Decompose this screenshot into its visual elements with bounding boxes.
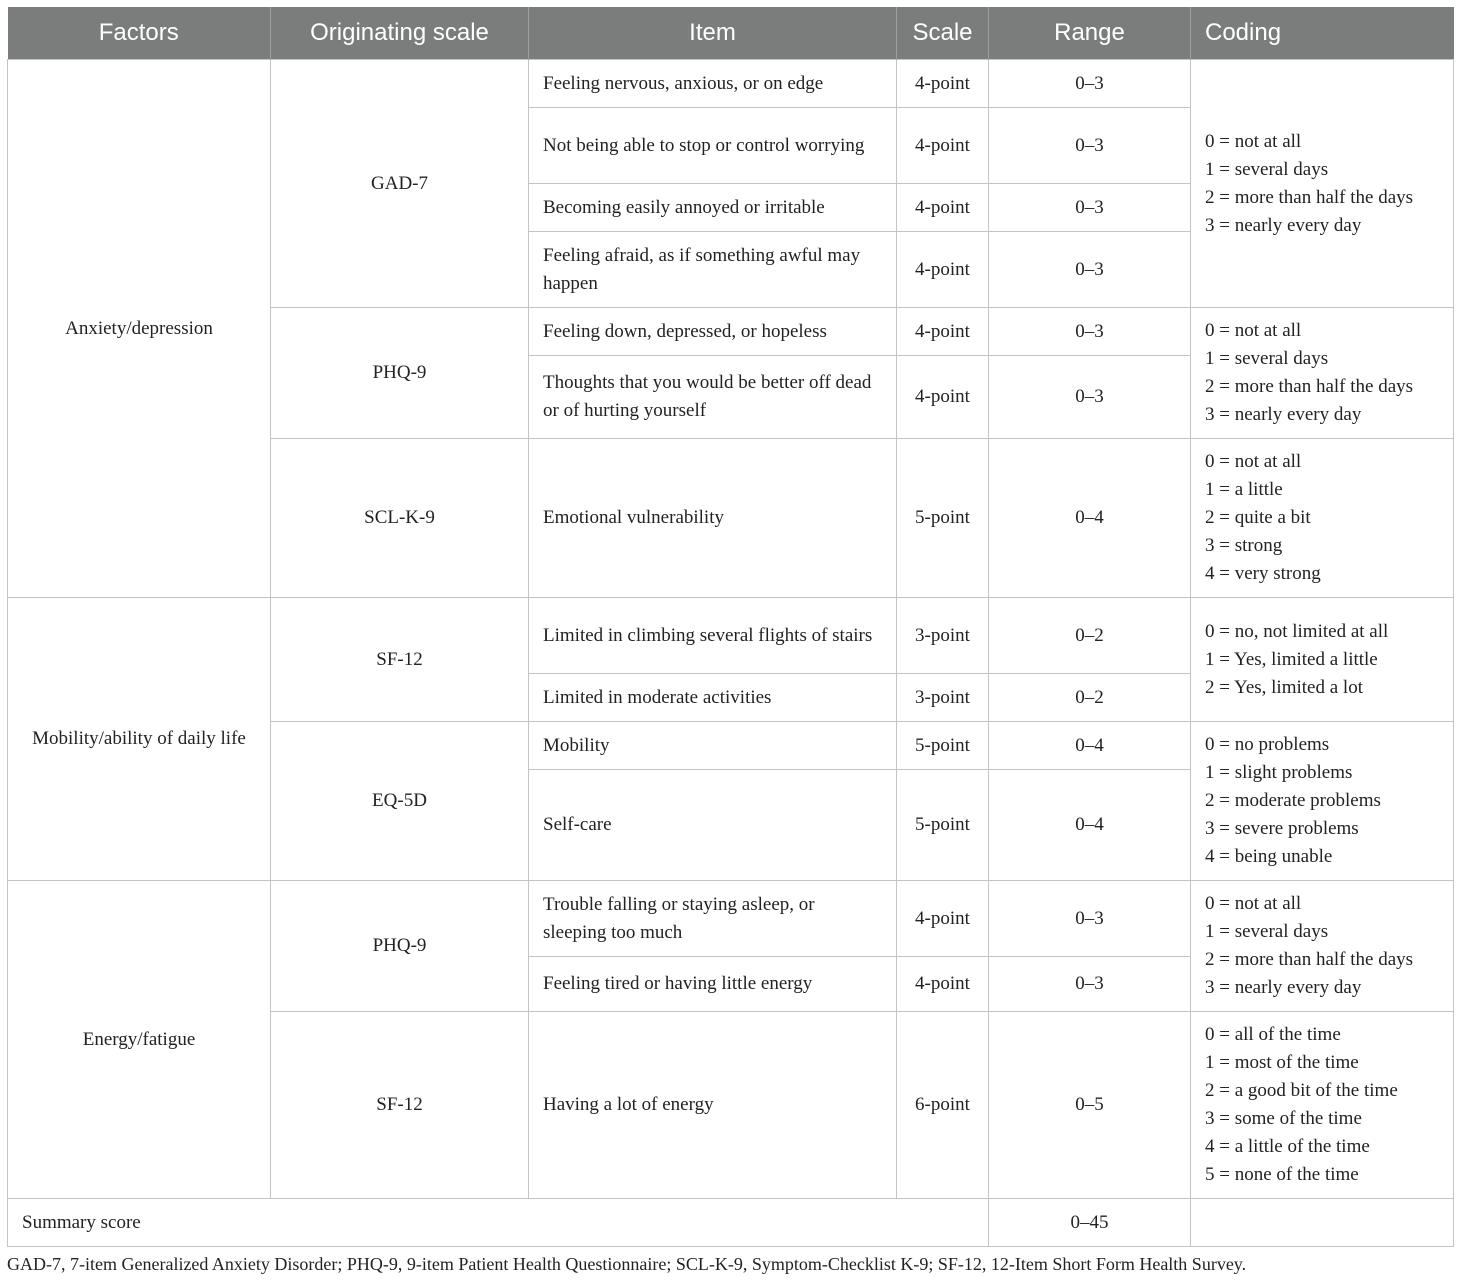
table-footnote: GAD-7, 7-item Generalized Anxiety Disorder; PHQ-9, 9-item Patient Health Questionnaire; SCL-K-9, Symptom-Checklist K-9; SF-12, 12-Item Short Form Health Survey. xyxy=(7,1254,1247,1274)
scale-cell: 4-point xyxy=(897,184,989,232)
item-cell: Not being able to stop or control worrying xyxy=(529,108,897,184)
range-cell: 0–3 xyxy=(989,232,1191,308)
summary-label: Summary score xyxy=(8,1199,989,1247)
coding-cell xyxy=(1191,439,1454,598)
range-cell: 0–3 xyxy=(989,356,1191,439)
table-row xyxy=(8,881,1454,957)
item-cell: Self-care xyxy=(529,770,897,881)
coding-line: 3 = strong xyxy=(1205,535,1283,556)
range-cell: 0–3 xyxy=(989,957,1191,1012)
originating-scale-cell: PHQ-9 xyxy=(271,308,529,439)
coding-line: 3 = nearly every day xyxy=(1205,404,1362,425)
coding-line: 2 = a good bit of the time xyxy=(1205,1080,1398,1101)
header-scale: Scale xyxy=(897,7,989,60)
coding-line: 0 = not at all xyxy=(1205,320,1302,341)
coding-line: 1 = several days xyxy=(1205,921,1329,942)
scale-cell: 4-point xyxy=(897,881,989,957)
coding-line: 3 = severe problems xyxy=(1205,818,1359,839)
scale-cell: 4-point xyxy=(897,308,989,356)
coding-line: 0 = not at all xyxy=(1205,130,1302,152)
header-coding: Coding xyxy=(1191,7,1454,60)
coding-line: 1 = several days xyxy=(1205,348,1329,369)
table-row xyxy=(8,60,1454,108)
coding-line: 2 = more than half the days xyxy=(1205,376,1414,397)
scale-cell: 4-point xyxy=(897,957,989,1012)
scale-cell: 4-point xyxy=(897,60,989,108)
table-container xyxy=(7,7,1453,1247)
coding-cell xyxy=(1191,881,1454,1012)
coding-line: 1 = a little xyxy=(1205,479,1283,500)
coding-cell xyxy=(1191,598,1454,722)
originating-scale-cell: SF-12 xyxy=(271,1012,529,1199)
item-cell: Trouble falling or staying asleep, or sleeping too much xyxy=(529,881,897,957)
originating-scale-cell: GAD-7 xyxy=(271,60,529,308)
originating-scale-cell: SCL-K-9 xyxy=(271,439,529,598)
coding-cell xyxy=(1191,308,1454,439)
item-cell: Feeling afraid, as if something awful may happen xyxy=(529,232,897,308)
item-cell: Thoughts that you would be better off dead or of hurting yourself xyxy=(529,356,897,439)
range-cell: 0–3 xyxy=(989,60,1191,108)
originating-scale-cell: SF-12 xyxy=(271,598,529,722)
item-cell: Becoming easily annoyed or irritable xyxy=(529,184,897,232)
range-cell: 0–3 xyxy=(989,108,1191,184)
range-cell: 0–3 xyxy=(989,881,1191,957)
scale-cell: 4-point xyxy=(897,108,989,184)
coding-line: 0 = not at all xyxy=(1205,893,1302,914)
range-cell: 0–3 xyxy=(989,184,1191,232)
coding-line: 2 = moderate problems xyxy=(1205,790,1381,811)
summary-row xyxy=(8,1199,1454,1247)
coding-line: 0 = no, not limited at all xyxy=(1205,620,1389,642)
summary-coding-empty xyxy=(1191,1199,1454,1247)
scale-cell: 3-point xyxy=(897,674,989,722)
scale-cell: 3-point xyxy=(897,598,989,674)
coding-line: 2 = more than half the days xyxy=(1205,186,1414,208)
originating-scale-cell: EQ-5D xyxy=(271,722,529,881)
coding-line: 3 = nearly every day xyxy=(1205,214,1362,236)
item-cell: Emotional vulnerability xyxy=(529,439,897,598)
item-cell: Limited in climbing several flights of stairs xyxy=(529,598,897,674)
header-factors: Factors xyxy=(8,7,271,60)
coding-line: 1 = several days xyxy=(1205,158,1329,180)
range-cell: 0–4 xyxy=(989,722,1191,770)
table-row xyxy=(8,598,1454,674)
coding-line: 4 = very strong xyxy=(1205,563,1321,584)
factor-cell: Anxiety/depression xyxy=(8,60,271,598)
scale-table xyxy=(7,7,1454,1247)
range-cell: 0–2 xyxy=(989,598,1191,674)
coding-line: 2 = more than half the days xyxy=(1205,949,1414,970)
scale-cell: 6-point xyxy=(897,1012,989,1199)
coding-line: 3 = some of the time xyxy=(1205,1108,1362,1129)
item-cell: Having a lot of energy xyxy=(529,1012,897,1199)
header-row xyxy=(8,7,1454,60)
coding-line: 0 = no problems xyxy=(1205,734,1330,755)
range-cell: 0–3 xyxy=(989,308,1191,356)
coding-line: 0 = not at all xyxy=(1205,451,1302,472)
coding-line: 1 = most of the time xyxy=(1205,1052,1359,1073)
item-cell: Feeling tired or having little energy xyxy=(529,957,897,1012)
header-item: Item xyxy=(529,7,897,60)
factor-cell: Energy/fatigue xyxy=(8,881,271,1199)
coding-cell xyxy=(1191,60,1454,308)
summary-range: 0–45 xyxy=(989,1199,1191,1247)
factor-cell: Mobility/ability of daily life xyxy=(8,598,271,881)
coding-line: 4 = a little of the time xyxy=(1205,1136,1370,1157)
range-cell: 0–4 xyxy=(989,770,1191,881)
coding-line: 2 = quite a bit xyxy=(1205,507,1311,528)
coding-line: 2 = Yes, limited a lot xyxy=(1205,676,1363,698)
item-cell: Feeling down, depressed, or hopeless xyxy=(529,308,897,356)
range-cell: 0–4 xyxy=(989,439,1191,598)
header-range: Range xyxy=(989,7,1191,60)
coding-line: 1 = Yes, limited a little xyxy=(1205,648,1378,670)
scale-cell: 5-point xyxy=(897,439,989,598)
item-cell: Mobility xyxy=(529,722,897,770)
originating-scale-cell: PHQ-9 xyxy=(271,881,529,1012)
item-cell: Feeling nervous, anxious, or on edge xyxy=(529,60,897,108)
coding-line: 3 = nearly every day xyxy=(1205,977,1362,998)
coding-line: 5 = none of the time xyxy=(1205,1164,1359,1185)
scale-cell: 5-point xyxy=(897,770,989,881)
scale-cell: 4-point xyxy=(897,356,989,439)
scale-cell: 5-point xyxy=(897,722,989,770)
range-cell: 0–2 xyxy=(989,674,1191,722)
header-originating-scale: Originating scale xyxy=(271,7,529,60)
item-cell: Limited in moderate activities xyxy=(529,674,897,722)
coding-line: 4 = being unable xyxy=(1205,846,1333,867)
coding-line: 0 = all of the time xyxy=(1205,1024,1341,1045)
range-cell: 0–5 xyxy=(989,1012,1191,1199)
coding-cell xyxy=(1191,1012,1454,1199)
coding-line: 1 = slight problems xyxy=(1205,762,1353,783)
coding-cell xyxy=(1191,722,1454,881)
scale-cell: 4-point xyxy=(897,232,989,308)
